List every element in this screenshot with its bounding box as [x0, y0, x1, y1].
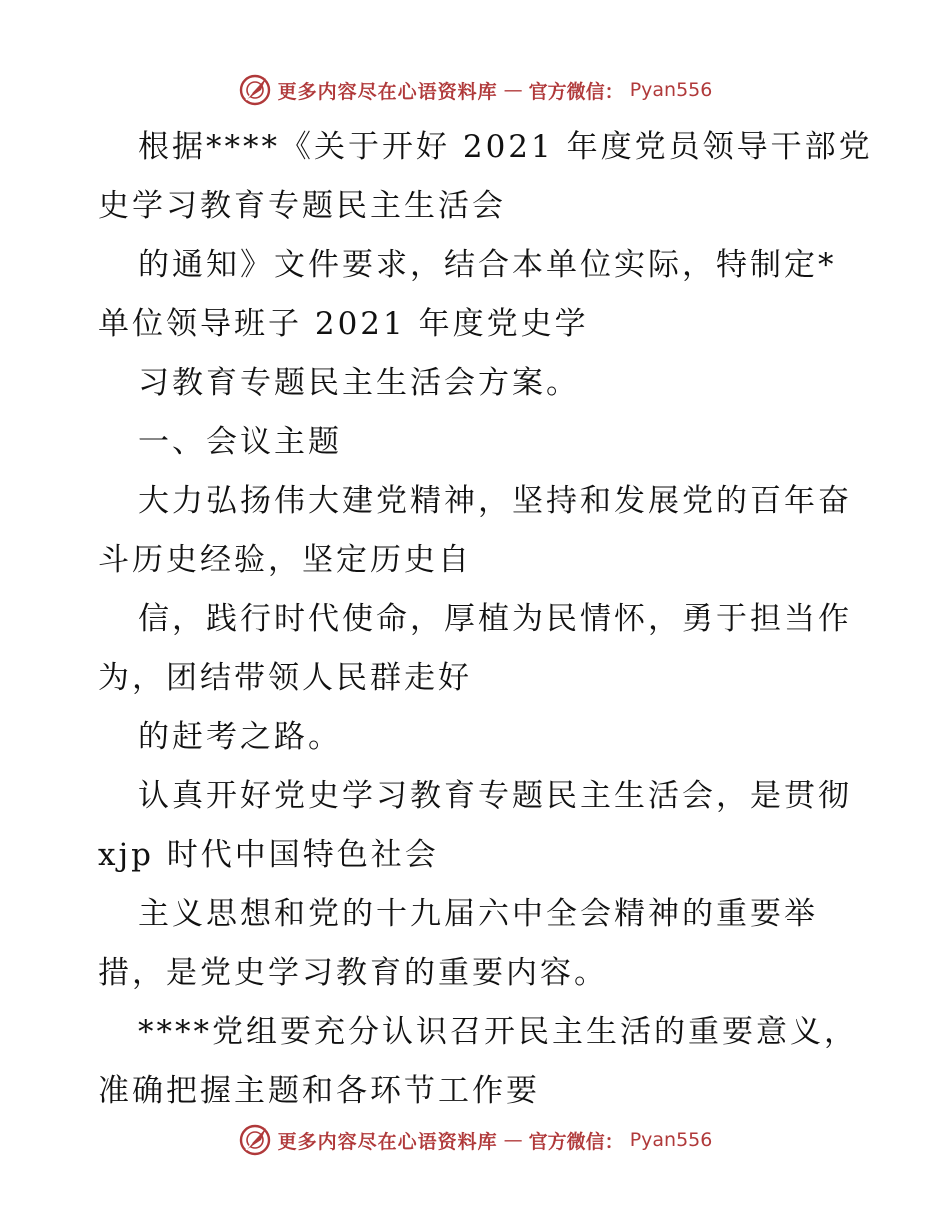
paragraph-continuation-line: 斗历史经验，坚定历史自: [98, 542, 472, 578]
watermark-text: 更多内容尽在心语资料库: [277, 1130, 498, 1153]
paragraph-continuation-line: 单位领导班子 2021 年度党史学: [98, 306, 589, 342]
watermark-separator: —: [503, 1129, 523, 1151]
paragraph-first-line: 根据****《关于开好 2021 年度党员领导干部党: [138, 129, 873, 165]
paragraph-first-line: 信，践行时代使命，厚植为民情怀，勇于担当作: [138, 601, 852, 637]
paragraph-continuation-line: 准确把握主题和各环节工作要: [98, 1073, 540, 1109]
paragraph: [98, 767, 858, 885]
section-heading: [98, 413, 858, 472]
watermark-footer: [0, 1120, 950, 1160]
paragraph-first-line: 大力弘扬伟大建党精神，坚持和发展党的百年奋: [138, 483, 852, 519]
paragraph-first-line: 认真开好党史学习教育专题民主生活会，是贯彻: [138, 778, 852, 814]
paragraph: [98, 1003, 858, 1121]
quill-logo-icon: [238, 73, 272, 107]
paragraph: [98, 472, 858, 590]
paragraph-first-line: 主义思想和党的十九届六中全会精神的重要举: [138, 896, 818, 932]
paragraph-continuation-line: 史学习教育专题民主生活会: [98, 188, 506, 224]
paragraph-continuation-line: 措，是党史学习教育的重要内容。: [98, 955, 608, 991]
paragraph-continuation-line: 为，团结带领人民群走好: [98, 660, 472, 696]
paragraph-first-line: 的通知》文件要求，结合本单位实际，特制定*: [138, 247, 837, 283]
paragraph-first-line: 的赶考之路。: [138, 719, 342, 755]
paragraph: [98, 708, 858, 767]
watermark-separator: —: [503, 79, 523, 101]
document-body: [98, 118, 873, 1121]
paragraph-first-line: ****党组要充分认识召开民主生活的重要意义，: [138, 1014, 858, 1050]
quill-logo-icon: [238, 1123, 272, 1157]
watermark-wechat-label: 官方微信：: [528, 80, 624, 103]
paragraph: [98, 885, 858, 1003]
paragraph: [98, 354, 858, 413]
watermark-wechat-id: Pyan556: [629, 1129, 713, 1151]
paragraph-first-line: 习教育专题民主生活会方案。: [138, 365, 580, 401]
watermark-wechat-label: 官方微信：: [528, 1130, 624, 1153]
paragraph: [98, 590, 858, 708]
paragraph: [98, 118, 873, 236]
section-heading-text: 一、会议主题: [138, 424, 342, 460]
watermark-wechat-id: Pyan556: [629, 79, 713, 101]
watermark-text: 更多内容尽在心语资料库: [277, 80, 498, 103]
watermark-header: [0, 70, 950, 110]
paragraph: [98, 236, 858, 354]
paragraph-continuation-line: xjp 时代中国特色社会: [98, 837, 439, 873]
